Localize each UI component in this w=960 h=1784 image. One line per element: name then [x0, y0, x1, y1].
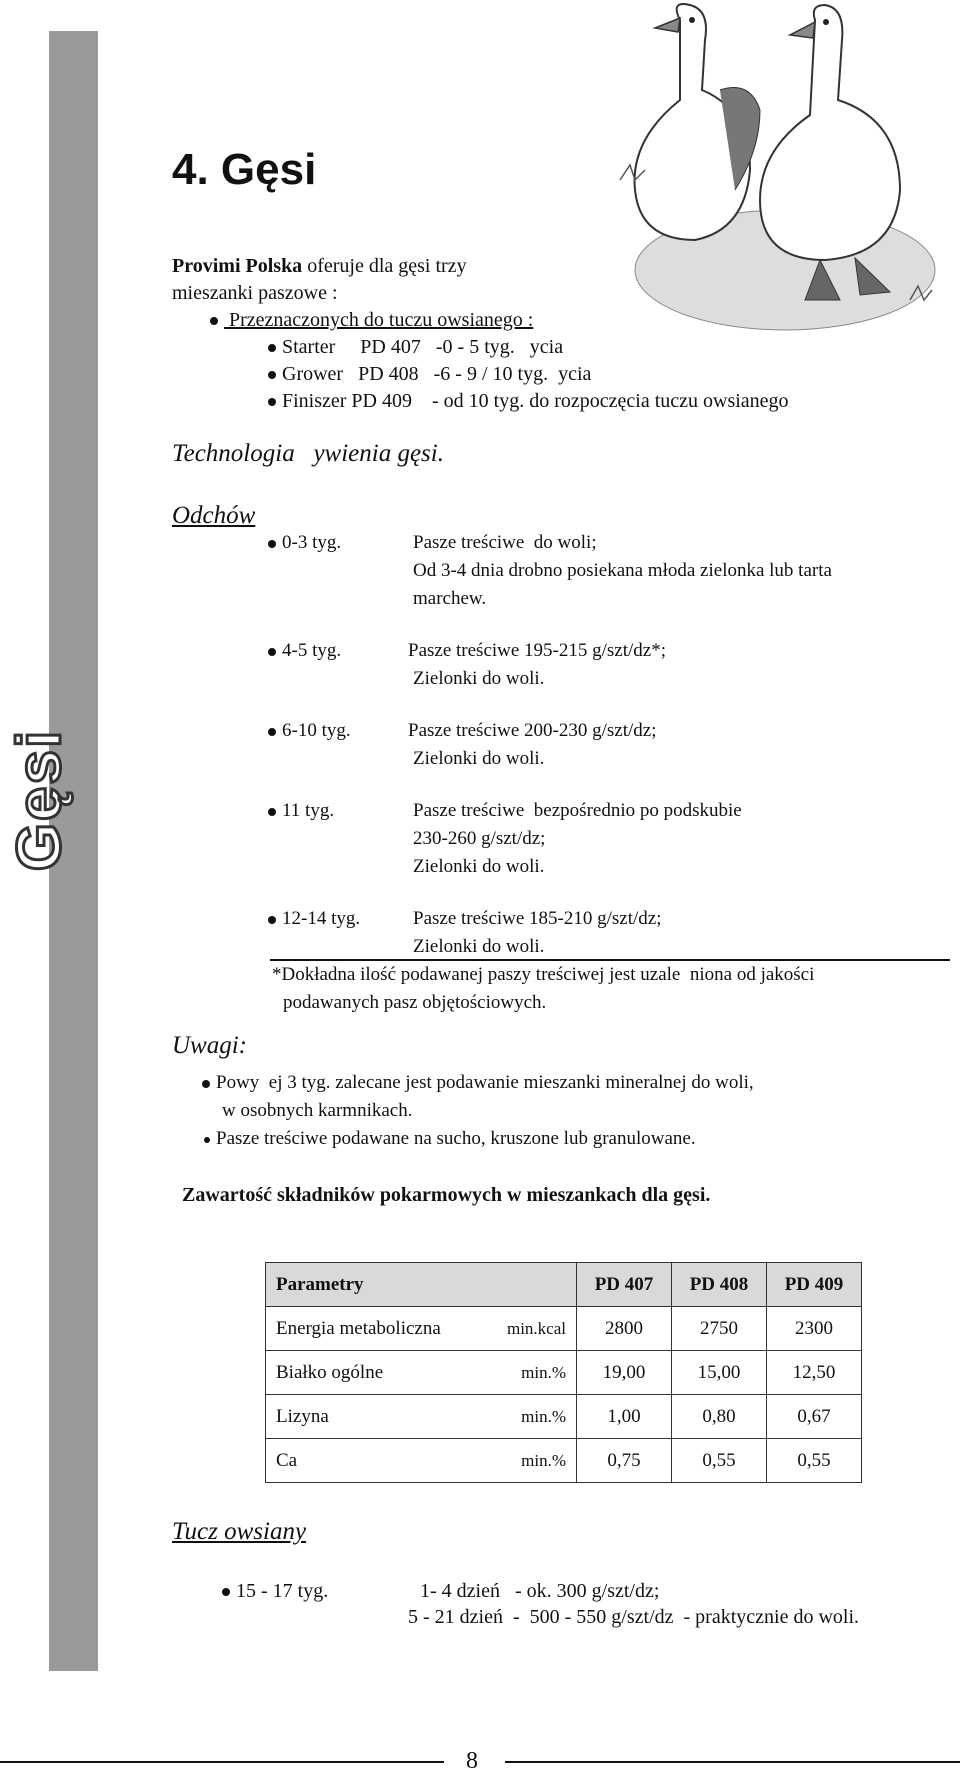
value-pd407: 2800: [577, 1307, 672, 1351]
age-label: 11 tyg.: [282, 800, 335, 821]
value-pd408: 15,00: [672, 1351, 767, 1395]
table-row: [266, 1395, 862, 1439]
value-pd407: 0,75: [577, 1439, 672, 1483]
age-label: 6-10 tyg.: [282, 720, 351, 741]
value-pd408: 0,80: [672, 1395, 767, 1439]
bullet-icon: [268, 540, 276, 548]
intro-line-1: [172, 255, 467, 278]
purpose-line: [210, 309, 533, 332]
footnote-line-2: podawanych pasz objętościowych.: [283, 992, 547, 1013]
bullet-icon: [204, 1137, 210, 1143]
note-2-text: Pasze treściwe podawane na sucho, kruszone lub granulowane.: [216, 1128, 696, 1149]
odchow-age-4: [268, 908, 360, 930]
header-parametry: Parametry: [266, 1263, 577, 1307]
odchow-desc-1-line-0: Pasze treściwe 195-215 g/szt/dz*;: [408, 640, 667, 661]
table-row: [266, 1351, 862, 1395]
odchow-desc-3-line-2: Zielonki do woli.: [413, 856, 545, 877]
odchow-age-0: [268, 532, 341, 554]
technology-heading: Technologia ywienia gęsi.: [172, 440, 444, 467]
header-pd408: PD 408: [672, 1263, 767, 1307]
note-1-line-1: [202, 1072, 754, 1094]
age-label: 0-3 tyg.: [282, 532, 342, 553]
value-pd409: 0,55: [767, 1439, 862, 1483]
param-unit: min.%: [486, 1351, 577, 1395]
table-caption: Zawartość składników pokarmowych w mieszankach dla gęsi.: [182, 1184, 711, 1206]
product-finiszer-text: Finiszer PD 409 - od 10 tyg. do rozpoczęcia tuczu owsianego: [282, 390, 789, 412]
nutrient-table: [265, 1262, 862, 1483]
value-pd408: 0,55: [672, 1439, 767, 1483]
param-name: Lizyna: [266, 1395, 487, 1439]
product-starter: [268, 336, 563, 359]
odchow-desc-3-line-0: Pasze treściwe bezpośrednio po podskubie: [413, 800, 742, 821]
purpose-text: Przeznaczonych do tuczu owsianego :: [224, 309, 534, 331]
note-1-line-2: w osobnych karmnikach.: [222, 1100, 413, 1121]
param-name: Ca: [266, 1439, 487, 1483]
odchow-heading: Odchów: [172, 502, 256, 529]
bullet-icon: [268, 398, 276, 406]
odchow-desc-4-line-0: Pasze treściwe 185-210 g/szt/dz;: [413, 908, 662, 929]
header-pd407: PD 407: [577, 1263, 672, 1307]
brand-name: Provimi Polska: [172, 255, 303, 277]
table-row: [266, 1307, 862, 1351]
intro-line-2: mieszanki paszowe :: [172, 282, 338, 304]
value-pd409: 0,67: [767, 1395, 862, 1439]
value-pd407: 1,00: [577, 1395, 672, 1439]
odchow-desc-0-line-2: marchew.: [413, 588, 487, 609]
page-number: 8: [466, 1748, 478, 1774]
product-starter-text: Starter PD 407 -0 - 5 tyg. ycia: [282, 336, 564, 358]
bullet-icon: [268, 808, 276, 816]
odchow-desc-2-line-0: Pasze treściwe 200-230 g/szt/dz;: [408, 720, 657, 741]
header-pd409: PD 409: [767, 1263, 862, 1307]
bullet-icon: [268, 371, 276, 379]
footer-rule-left: [0, 1761, 444, 1763]
odchow-desc-0-line-1: Od 3-4 dnia drobno posiekana młoda zielonka lub tarta: [413, 560, 832, 581]
bullet-icon: [210, 317, 218, 325]
table-row: [266, 1439, 862, 1483]
age-label: 4-5 tyg.: [282, 640, 342, 661]
tucz-heading: Tucz owsiany: [172, 1518, 307, 1545]
param-name: Energia metaboliczna: [266, 1307, 487, 1351]
bullet-icon: [202, 1080, 210, 1088]
bullet-icon: [268, 648, 276, 656]
odchow-age-1: [268, 640, 341, 662]
product-finiszer: [268, 390, 789, 413]
product-grower-text: Grower PD 408 -6 - 9 / 10 tyg. ycia: [282, 363, 592, 385]
value-pd409: 12,50: [767, 1351, 862, 1395]
table-header-row: [266, 1263, 862, 1307]
bullet-icon: [222, 1588, 230, 1596]
odchow-desc-4-line-1: Zielonki do woli.: [413, 936, 545, 957]
value-pd408: 2750: [672, 1307, 767, 1351]
param-unit: min.%: [486, 1439, 577, 1483]
odchow-desc-0-line-0: Pasze treściwe do woli;: [413, 532, 597, 553]
footer-rule-right: [505, 1761, 960, 1763]
odchow-desc-3-line-1: 230-260 g/szt/dz;: [413, 828, 546, 849]
footnote-line-1: *Dokładna ilość podawanej paszy treściwej jest uzale niona od jakości: [272, 964, 815, 985]
tucz-age: [222, 1580, 328, 1603]
tucz-age-text: 15 - 17 tyg.: [236, 1580, 329, 1602]
param-name: Białko ogólne: [266, 1351, 487, 1395]
bullet-icon: [268, 728, 276, 736]
bullet-icon: [268, 916, 276, 924]
odchow-desc-1-line-1: Zielonki do woli.: [413, 668, 545, 689]
tucz-line-2: 5 - 21 dzień - 500 - 550 g/szt/dz - praktycznie do woli.: [408, 1606, 859, 1628]
value-pd409: 2300: [767, 1307, 862, 1351]
value-pd407: 19,00: [577, 1351, 672, 1395]
uwagi-heading: Uwagi:: [172, 1032, 247, 1059]
side-label: Gęsi: [5, 728, 74, 872]
age-label: 12-14 tyg.: [282, 908, 361, 929]
geese-illustration: [610, 0, 950, 345]
note-2: [204, 1128, 696, 1150]
intro-text: oferuje dla gęsi trzy: [302, 255, 467, 277]
page-title: 4. Gęsi: [172, 145, 317, 194]
odchow-age-2: [268, 720, 351, 742]
odchow-age-3: [268, 800, 334, 822]
param-unit: min.kcal: [486, 1307, 577, 1351]
param-unit: min.%: [486, 1395, 577, 1439]
bullet-icon: [268, 344, 276, 352]
tucz-line-1: 1- 4 dzień - ok. 300 g/szt/dz;: [420, 1580, 660, 1602]
product-grower: [268, 363, 591, 386]
odchow-desc-2-line-1: Zielonki do woli.: [413, 748, 545, 769]
footnote-divider: [270, 959, 950, 961]
note-1-text: Powy ej 3 tyg. zalecane jest podawanie mieszanki mineralnej do woli,: [216, 1072, 754, 1093]
